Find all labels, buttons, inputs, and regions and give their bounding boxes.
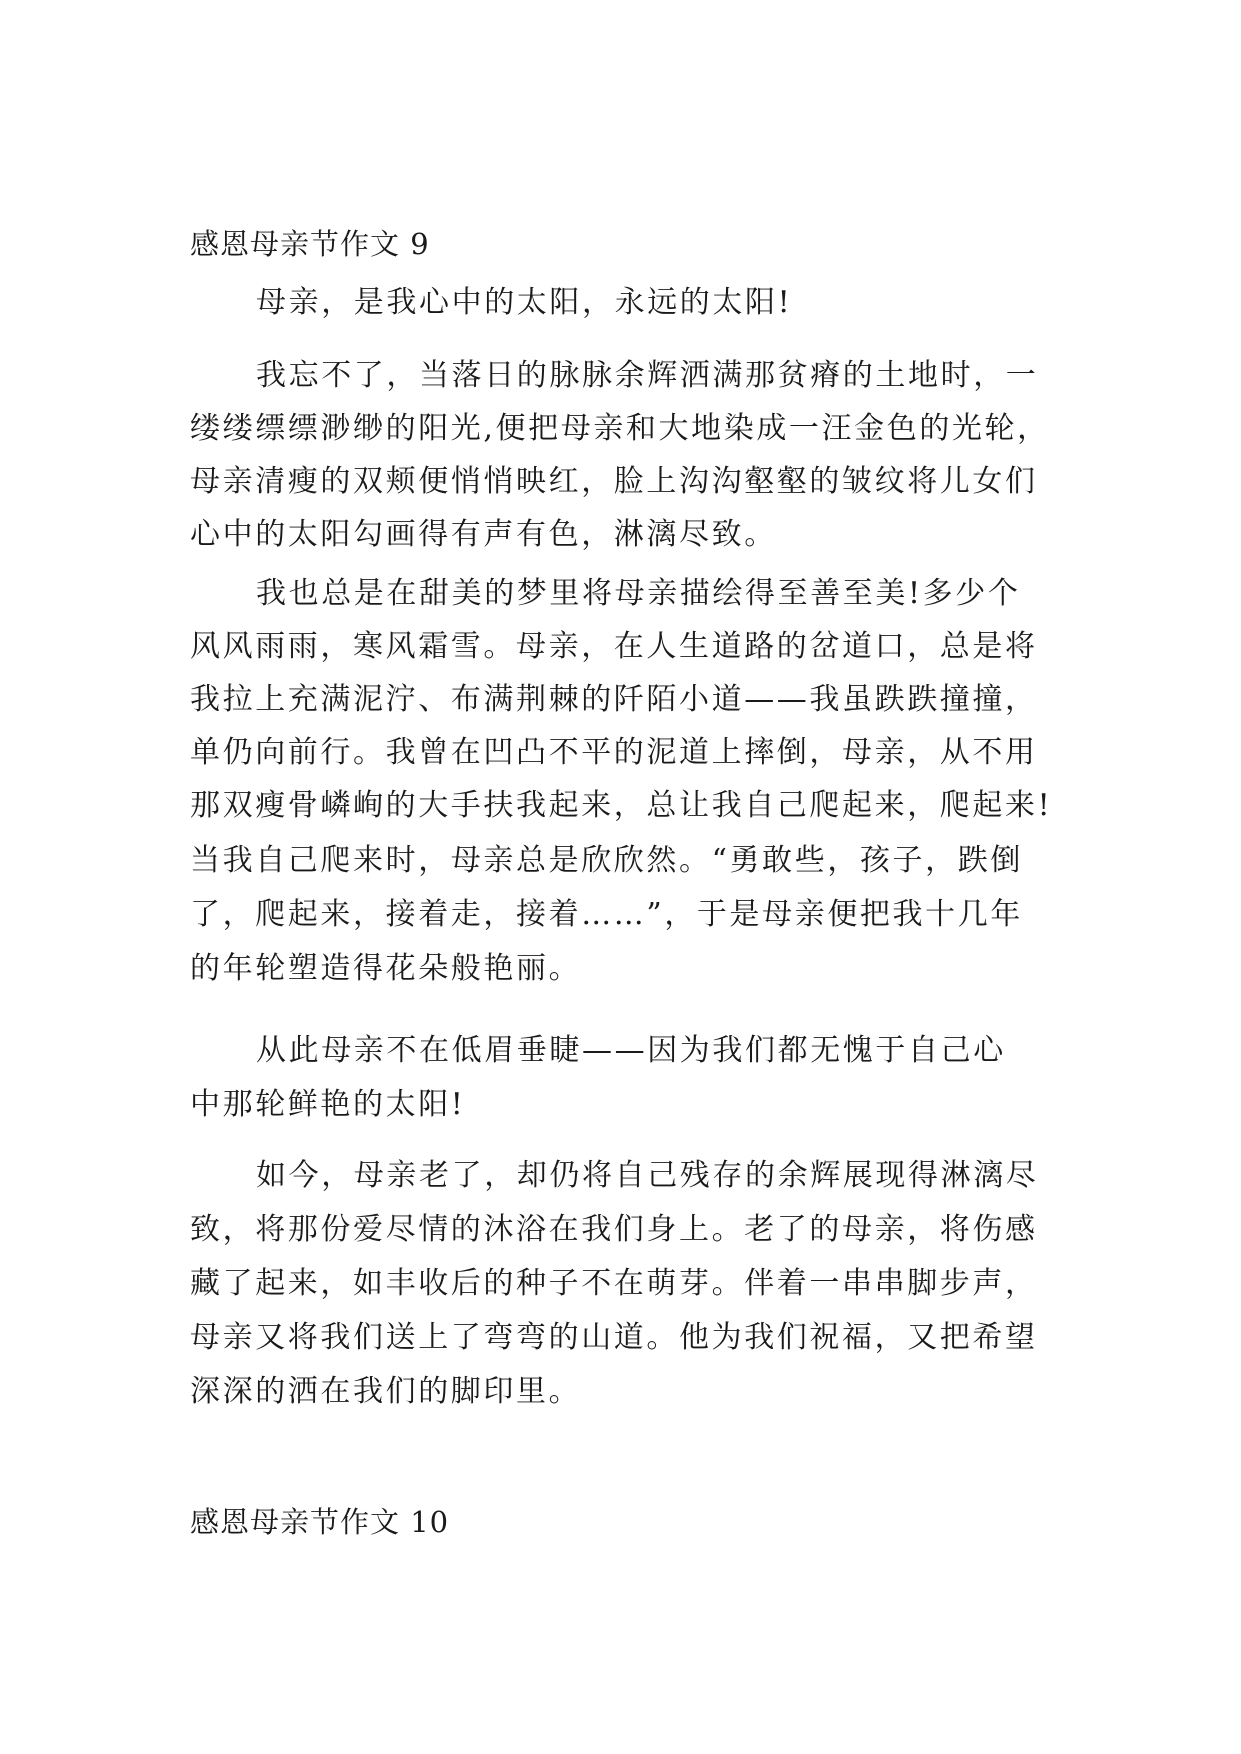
text-line: 当我自己爬来时，母亲总是欣欣然。“勇敢些，孩子，跌倒 xyxy=(190,843,1023,878)
text-line: 心中的太阳勾画得有声有色，淋漓尽致。 xyxy=(190,517,777,552)
text-line: 中那轮鲜艳的太阳! xyxy=(190,1087,466,1122)
text-line: 我拉上充满泥泞、布满荆棘的阡陌小道——我虽跌跌撞撞， xyxy=(190,682,1038,717)
text-line: 的年轮塑造得花朵般艳丽。 xyxy=(190,951,582,986)
text-line: 如今，母亲老了，却仍将自己残存的余辉展现得淋漓尽 xyxy=(256,1158,1039,1193)
text-line: 单仍向前行。我曾在凹凸不平的泥道上摔倒，母亲，从不用 xyxy=(190,735,1038,770)
essay-heading-9: 感恩母亲节作文 9 xyxy=(190,227,430,261)
text-line: 了，爬起来，接着走，接着……”，于是母亲便把我十几年 xyxy=(190,897,1023,932)
text-line: 母亲，是我心中的太阳，永远的太阳! xyxy=(256,285,793,320)
text-line: 风风雨雨，寒风霜雪。母亲，在人生道路的岔道口，总是将 xyxy=(190,629,1038,664)
text-line: 藏了起来，如丰收后的种子不在萌芽。伴着一串串脚步声， xyxy=(190,1266,1038,1301)
text-line: 母亲又将我们送上了弯弯的山道。他为我们祝福，又把希望 xyxy=(190,1320,1038,1355)
text-line: 致，将那份爱尽情的沐浴在我们身上。老了的母亲，将伤感 xyxy=(190,1212,1038,1247)
text-line: 母亲清瘦的双颊便悄悄映红，脸上沟沟壑壑的皱纹将儿女们 xyxy=(190,464,1038,499)
text-line: 我也总是在甜美的梦里将母亲描绘得至善至美!多少个 xyxy=(256,576,1021,611)
text-line: 我忘不了，当落日的脉脉余辉洒满那贫瘠的土地时，一 xyxy=(256,358,1039,393)
text-line: 那双瘦骨嶙峋的大手扶我起来，总让我自己爬起来，爬起来! xyxy=(190,788,1053,823)
text-line: 深深的洒在我们的脚印里。 xyxy=(190,1374,582,1409)
text-line: 从此母亲不在低眉垂睫——因为我们都无愧于自己心 xyxy=(256,1033,1006,1068)
essay-heading-10: 感恩母亲节作文 10 xyxy=(190,1505,450,1539)
text-line: 缕缕缥缥渺缈的阳光,便把母亲和大地染成一汪金色的光轮， xyxy=(190,411,1050,446)
